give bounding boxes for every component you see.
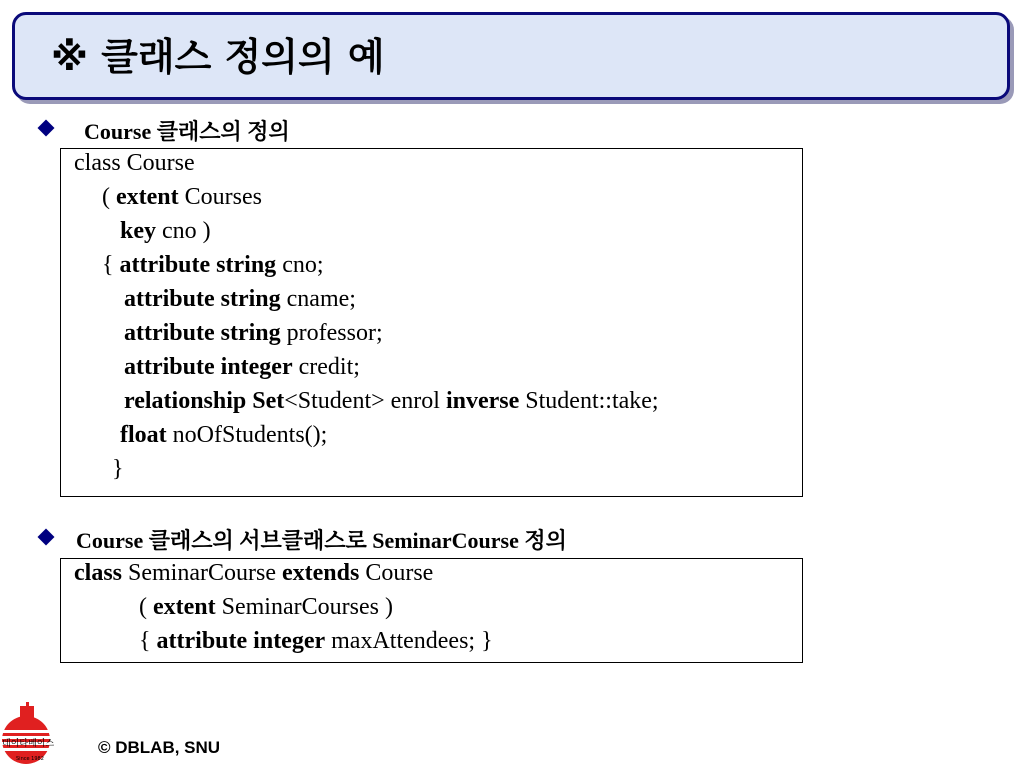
- code-text: Course: [359, 560, 434, 586]
- code-text: {: [102, 252, 120, 278]
- code-text: (: [139, 594, 153, 620]
- logo-since: Since 1982: [16, 756, 44, 762]
- code-text: {: [139, 628, 157, 654]
- copyright-text: © DBLAB, SNU: [98, 738, 221, 757]
- code-line: [124, 282, 356, 316]
- code-text: Student::take;: [519, 388, 659, 414]
- code-keyword: extends: [281, 560, 360, 586]
- section2-heading: Course 클래스의 서브클래스로 SeminarCourse 정의: [76, 528, 567, 553]
- code-keyword: relationship Set: [124, 388, 285, 414]
- code-keyword: extent: [153, 594, 216, 620]
- code-text: class Course: [74, 150, 195, 176]
- code-text: cno;: [276, 252, 324, 278]
- code-keyword: attribute string: [124, 320, 281, 346]
- course-class-code-box: [60, 148, 803, 497]
- code-line: [102, 180, 262, 214]
- code-line: [124, 350, 360, 384]
- code-keyword: extent: [116, 184, 179, 210]
- code-text: SeminarCourses ): [215, 594, 393, 620]
- code-keyword: attribute integer: [156, 628, 326, 654]
- code-line: [74, 556, 433, 590]
- code-text: <Student> enrol: [284, 388, 446, 414]
- diamond-bullet-icon: [38, 120, 55, 137]
- code-keyword: attribute string: [124, 286, 281, 312]
- code-keyword: float: [120, 422, 167, 448]
- code-line: [124, 316, 383, 350]
- code-text: cno ): [156, 218, 211, 244]
- code-keyword: inverse: [445, 388, 520, 414]
- code-keyword: attribute string: [119, 252, 277, 278]
- code-text: }: [112, 456, 124, 482]
- code-line: [112, 452, 124, 486]
- code-text: (: [102, 184, 116, 210]
- code-text: credit;: [292, 354, 360, 380]
- title-box: [12, 12, 1010, 100]
- code-line: [120, 418, 327, 452]
- diamond-bullet-icon: [38, 529, 55, 546]
- code-line: [102, 248, 324, 282]
- code-text: Courses: [178, 184, 262, 210]
- code-keyword: class: [74, 560, 122, 586]
- code-text: cname;: [280, 286, 356, 312]
- code-line: [124, 384, 659, 418]
- code-keyword: attribute integer: [124, 354, 293, 380]
- code-keyword: key: [120, 218, 156, 244]
- code-line: [120, 214, 211, 248]
- seminar-course-code-box: [60, 558, 803, 663]
- code-text: maxAttendees; }: [325, 628, 493, 654]
- logo-text: 데이타베이스: [2, 739, 55, 749]
- dblab-logo: [0, 700, 76, 768]
- code-line: [139, 590, 393, 624]
- section1-heading: Course 클래스의 정의: [84, 119, 290, 144]
- code-line: [74, 146, 195, 180]
- code-text: SeminarCourse: [122, 560, 282, 586]
- slide-title: ※ 클래스 정의의 예: [51, 35, 385, 79]
- code-line: [139, 624, 493, 658]
- code-text: noOfStudents();: [166, 422, 328, 448]
- code-text: professor;: [280, 320, 383, 346]
